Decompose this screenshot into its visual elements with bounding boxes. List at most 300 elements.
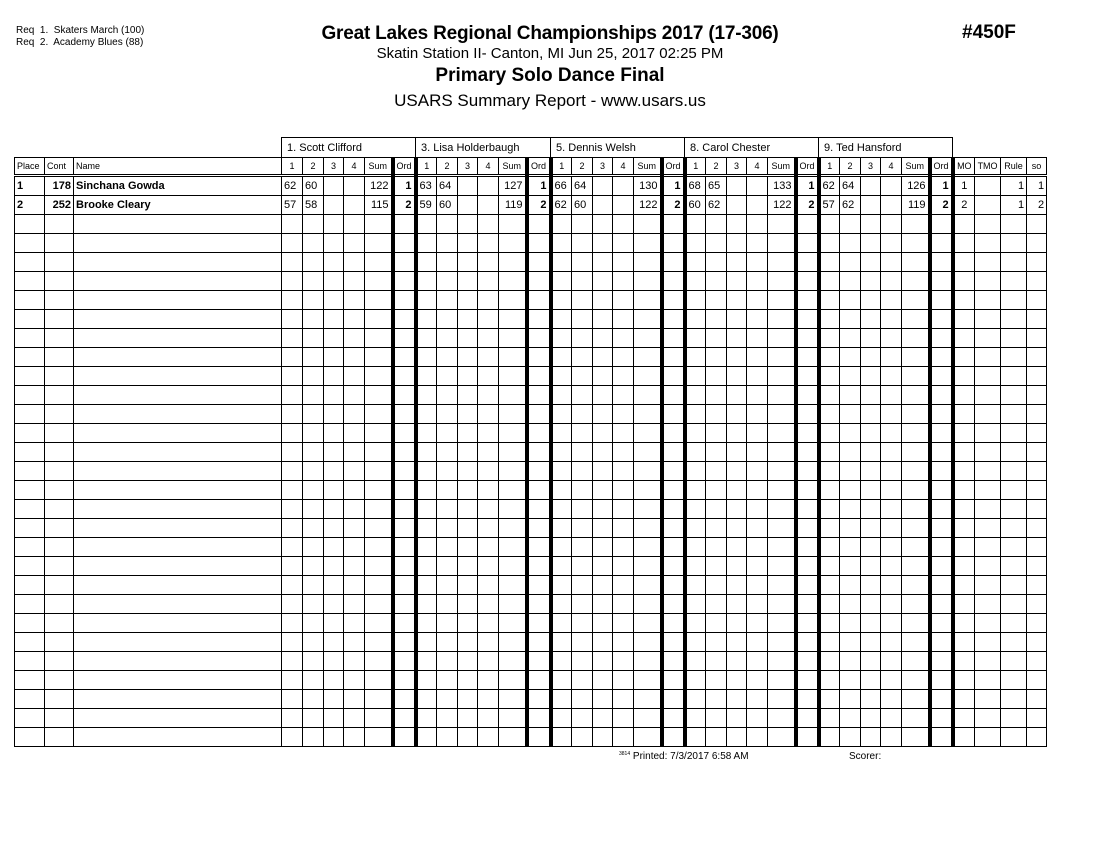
ord-cell — [662, 652, 685, 671]
cont-cell — [45, 671, 74, 690]
score-2-cell — [840, 234, 861, 253]
sum-cell — [768, 633, 796, 652]
score-1-cell — [416, 652, 437, 671]
sum-cell — [634, 728, 662, 747]
ord-cell — [930, 576, 953, 595]
score-4-cell — [478, 291, 499, 310]
ord-cell — [796, 367, 819, 386]
score-1-cell: 63 — [416, 176, 437, 196]
place-cell — [15, 310, 45, 329]
score-1-cell — [819, 652, 840, 671]
report-code: 3814 — [619, 751, 631, 757]
score-3-cell — [458, 386, 478, 405]
ord-cell — [796, 557, 819, 576]
score-2-cell — [706, 462, 727, 481]
mo-cell — [953, 690, 975, 709]
mo-cell — [953, 462, 975, 481]
score-2-cell — [572, 614, 593, 633]
ord-cell — [393, 329, 416, 348]
score-1-cell — [551, 310, 572, 329]
rule-cell — [1001, 671, 1027, 690]
score-4-cell — [478, 519, 499, 538]
score-1-cell — [416, 272, 437, 291]
score-2-cell — [706, 234, 727, 253]
score-1-cell — [685, 405, 706, 424]
sum-cell — [365, 614, 393, 633]
score-3-cell — [324, 386, 344, 405]
score-2-cell — [437, 386, 458, 405]
mo-cell: 1 — [953, 176, 975, 196]
name-cell — [74, 291, 282, 310]
score-4-cell — [881, 196, 902, 215]
score-4-cell — [478, 481, 499, 500]
sum-cell — [768, 690, 796, 709]
ord-cell — [662, 671, 685, 690]
rule-cell — [1001, 348, 1027, 367]
score-2-cell — [572, 709, 593, 728]
sum-cell — [499, 633, 527, 652]
score-4-cell — [613, 215, 634, 234]
so-cell: 1 — [1027, 176, 1047, 196]
sum-cell — [902, 652, 930, 671]
score-2-cell — [706, 272, 727, 291]
score-4-cell — [344, 728, 365, 747]
col-score-3: 3 — [324, 158, 344, 176]
score-1-cell — [685, 519, 706, 538]
score-1-cell — [282, 329, 303, 348]
score-1-cell — [685, 614, 706, 633]
cont-cell — [45, 329, 74, 348]
score-1-cell — [551, 500, 572, 519]
score-4-cell — [881, 386, 902, 405]
score-1-cell — [416, 310, 437, 329]
score-2-cell — [706, 614, 727, 633]
score-2-cell — [572, 291, 593, 310]
score-1-cell — [685, 462, 706, 481]
place-cell — [15, 500, 45, 519]
score-2-cell — [572, 690, 593, 709]
score-4-cell — [344, 481, 365, 500]
place-cell — [15, 234, 45, 253]
ord-cell — [527, 215, 551, 234]
score-4-cell — [613, 329, 634, 348]
sum-cell — [365, 215, 393, 234]
score-3-cell — [861, 633, 881, 652]
sum-cell: 133 — [768, 176, 796, 196]
score-2-cell — [303, 215, 324, 234]
score-2-cell — [840, 633, 861, 652]
score-2-cell — [437, 690, 458, 709]
score-1-cell — [551, 652, 572, 671]
score-2-cell — [840, 215, 861, 234]
rule-cell — [1001, 500, 1027, 519]
score-3-cell — [727, 386, 747, 405]
so-cell — [1027, 614, 1047, 633]
score-4-cell — [613, 557, 634, 576]
score-4-cell — [747, 652, 768, 671]
score-3-cell — [458, 557, 478, 576]
table-row — [15, 196, 1047, 215]
score-4-cell — [747, 500, 768, 519]
score-1-cell — [819, 614, 840, 633]
so-cell — [1027, 519, 1047, 538]
sum-cell — [902, 690, 930, 709]
score-2-cell — [572, 310, 593, 329]
ord-cell — [796, 234, 819, 253]
mo-cell — [953, 728, 975, 747]
sum-cell — [365, 443, 393, 462]
report-subtitle: USARS Summary Report - www.usars.us — [394, 91, 706, 110]
col-name: Name — [74, 158, 282, 176]
score-1-cell — [819, 576, 840, 595]
score-4-cell — [613, 234, 634, 253]
score-2-cell — [303, 671, 324, 690]
score-3-cell — [861, 443, 881, 462]
col-cont: Cont — [45, 158, 74, 176]
sum-cell — [902, 253, 930, 272]
score-4-cell — [478, 405, 499, 424]
ord-cell — [796, 215, 819, 234]
request-2: Req 2. Academy Blues (88) — [16, 37, 144, 48]
score-3-cell — [458, 348, 478, 367]
ord-cell — [527, 576, 551, 595]
score-1-cell — [416, 538, 437, 557]
score-4-cell — [344, 367, 365, 386]
ord-cell — [796, 424, 819, 443]
score-4-cell — [344, 709, 365, 728]
name-cell — [74, 690, 282, 709]
cont-cell — [45, 481, 74, 500]
score-4-cell — [478, 348, 499, 367]
score-2-cell — [572, 405, 593, 424]
rule-cell: 1 — [1001, 176, 1027, 196]
score-1-cell — [282, 671, 303, 690]
place-cell — [15, 405, 45, 424]
ord-cell — [527, 405, 551, 424]
ord-cell — [393, 234, 416, 253]
rule-cell — [1001, 234, 1027, 253]
score-1-cell — [282, 633, 303, 652]
score-2-cell — [303, 462, 324, 481]
ord-cell — [393, 310, 416, 329]
score-4-cell — [613, 253, 634, 272]
score-2-cell — [572, 538, 593, 557]
ord-cell — [662, 443, 685, 462]
sum-cell — [365, 557, 393, 576]
score-3-cell — [861, 557, 881, 576]
score-3-cell — [324, 329, 344, 348]
sum-cell — [499, 500, 527, 519]
so-cell — [1027, 538, 1047, 557]
score-3-cell — [593, 424, 613, 443]
place-cell — [15, 215, 45, 234]
ord-cell — [527, 500, 551, 519]
score-3-cell — [458, 291, 478, 310]
col-sum: Sum — [365, 158, 393, 176]
score-2-cell: 60 — [437, 196, 458, 215]
ord-cell — [930, 519, 953, 538]
score-4-cell — [478, 386, 499, 405]
cont-cell — [45, 576, 74, 595]
name-cell — [74, 367, 282, 386]
sum-cell — [902, 424, 930, 443]
score-3-cell — [324, 367, 344, 386]
score-2-cell — [303, 424, 324, 443]
score-4-cell — [613, 595, 634, 614]
score-4-cell — [478, 424, 499, 443]
sum-cell — [499, 690, 527, 709]
score-1-cell — [551, 348, 572, 367]
score-3-cell — [861, 386, 881, 405]
ord-cell: 2 — [930, 196, 953, 215]
mo-cell — [953, 443, 975, 462]
judge-1-name: 1. Scott Clifford — [282, 138, 416, 158]
sum-cell: 122 — [365, 176, 393, 196]
ord-cell — [796, 386, 819, 405]
sum-cell — [499, 405, 527, 424]
score-3-cell — [593, 557, 613, 576]
score-2-cell — [437, 500, 458, 519]
sum-cell — [499, 386, 527, 405]
score-2-cell — [437, 519, 458, 538]
score-3-cell — [593, 367, 613, 386]
score-2-cell — [706, 500, 727, 519]
score-2-cell — [706, 671, 727, 690]
score-3-cell — [861, 576, 881, 595]
score-1-cell: 57 — [282, 196, 303, 215]
score-2-cell — [840, 709, 861, 728]
col-score-4: 4 — [613, 158, 634, 176]
mo-cell — [953, 272, 975, 291]
rule-cell — [1001, 481, 1027, 500]
score-4-cell — [613, 576, 634, 595]
ord-cell: 2 — [796, 196, 819, 215]
score-1-cell — [416, 481, 437, 500]
score-2-cell — [840, 557, 861, 576]
ord-cell — [393, 709, 416, 728]
name-cell — [74, 576, 282, 595]
score-3-cell — [458, 253, 478, 272]
rule-cell — [1001, 253, 1027, 272]
sum-cell — [365, 481, 393, 500]
col-score-1: 1 — [819, 158, 840, 176]
so-cell — [1027, 481, 1047, 500]
tmo-cell — [975, 557, 1001, 576]
score-1-cell — [819, 215, 840, 234]
score-4-cell — [881, 576, 902, 595]
mo-cell — [953, 595, 975, 614]
sum-cell — [499, 538, 527, 557]
sum-cell — [499, 329, 527, 348]
sum-cell — [365, 272, 393, 291]
mo-cell — [953, 215, 975, 234]
score-3-cell — [324, 291, 344, 310]
score-2-cell — [437, 443, 458, 462]
score-3-cell — [324, 481, 344, 500]
sum-cell: 127 — [499, 176, 527, 196]
score-3-cell — [861, 234, 881, 253]
score-4-cell — [478, 538, 499, 557]
place-cell — [15, 367, 45, 386]
score-1-cell — [282, 234, 303, 253]
score-2-cell: 62 — [706, 196, 727, 215]
name-cell — [74, 443, 282, 462]
tmo-cell — [975, 234, 1001, 253]
score-3-cell — [727, 234, 747, 253]
score-2-cell — [706, 443, 727, 462]
score-4-cell — [613, 709, 634, 728]
place-cell — [15, 690, 45, 709]
sum-cell — [634, 538, 662, 557]
sum-cell — [634, 329, 662, 348]
score-4-cell — [344, 633, 365, 652]
score-4-cell — [747, 215, 768, 234]
score-1-cell — [282, 424, 303, 443]
name-cell — [74, 405, 282, 424]
col-score-3: 3 — [727, 158, 747, 176]
table-row — [15, 424, 1047, 443]
score-1-cell — [819, 481, 840, 500]
so-cell — [1027, 462, 1047, 481]
score-4-cell — [881, 215, 902, 234]
score-1-cell: 62 — [282, 176, 303, 196]
score-2-cell — [303, 272, 324, 291]
score-4-cell — [478, 690, 499, 709]
score-4-cell — [613, 462, 634, 481]
cont-cell — [45, 310, 74, 329]
col-ord: Ord — [393, 158, 416, 176]
sum-cell: 130 — [634, 176, 662, 196]
score-4-cell — [747, 557, 768, 576]
score-3-cell — [727, 500, 747, 519]
cont-cell — [45, 215, 74, 234]
ord-cell — [662, 234, 685, 253]
ord-cell — [662, 462, 685, 481]
judge-3-name: 3. Lisa Holderbaugh — [416, 138, 551, 158]
mo-cell — [953, 481, 975, 500]
sum-cell — [634, 519, 662, 538]
score-4-cell — [747, 614, 768, 633]
score-3-cell — [593, 709, 613, 728]
so-cell — [1027, 728, 1047, 747]
table-row — [15, 386, 1047, 405]
score-2-cell — [706, 405, 727, 424]
score-3-cell — [861, 348, 881, 367]
score-1-cell: 66 — [551, 176, 572, 196]
score-3-cell — [458, 538, 478, 557]
score-3-cell — [727, 253, 747, 272]
rule-cell — [1001, 386, 1027, 405]
cont-cell: 178 — [45, 176, 74, 196]
score-3-cell — [458, 709, 478, 728]
mo-cell — [953, 367, 975, 386]
so-cell — [1027, 367, 1047, 386]
score-1-cell — [551, 272, 572, 291]
cont-cell — [45, 405, 74, 424]
score-4-cell — [613, 443, 634, 462]
score-3-cell — [593, 633, 613, 652]
sum-cell — [768, 234, 796, 253]
score-3-cell — [458, 215, 478, 234]
sum-cell — [634, 671, 662, 690]
score-1-cell — [551, 728, 572, 747]
score-3-cell — [593, 595, 613, 614]
score-1-cell — [416, 405, 437, 424]
name-cell — [74, 424, 282, 443]
score-3-cell — [861, 652, 881, 671]
score-1-cell — [685, 481, 706, 500]
score-2-cell — [303, 519, 324, 538]
sum-cell — [365, 367, 393, 386]
place-cell — [15, 576, 45, 595]
sum-cell — [634, 462, 662, 481]
table-row — [15, 519, 1047, 538]
score-2-cell — [437, 329, 458, 348]
score-4-cell — [613, 671, 634, 690]
sum-cell — [499, 481, 527, 500]
score-3-cell — [458, 576, 478, 595]
sum-cell — [768, 405, 796, 424]
score-1-cell — [282, 652, 303, 671]
cont-cell — [45, 462, 74, 481]
score-2-cell — [840, 291, 861, 310]
so-cell — [1027, 709, 1047, 728]
score-1-cell — [416, 424, 437, 443]
so-cell — [1027, 595, 1047, 614]
score-2-cell — [572, 329, 593, 348]
score-1-cell — [819, 633, 840, 652]
score-2-cell — [840, 329, 861, 348]
score-2-cell — [437, 405, 458, 424]
score-1-cell — [685, 671, 706, 690]
score-2-cell — [840, 424, 861, 443]
ord-cell — [393, 519, 416, 538]
score-1-cell — [685, 234, 706, 253]
score-3-cell — [727, 367, 747, 386]
scorer-label: Scorer: — [849, 751, 882, 762]
place-cell — [15, 253, 45, 272]
so-cell — [1027, 576, 1047, 595]
score-1-cell — [819, 329, 840, 348]
score-3-cell — [458, 519, 478, 538]
sum-cell — [768, 424, 796, 443]
score-4-cell — [613, 176, 634, 196]
col-score-4: 4 — [478, 158, 499, 176]
score-3-cell — [593, 728, 613, 747]
name-cell — [74, 671, 282, 690]
score-2-cell — [706, 424, 727, 443]
score-3-cell — [727, 481, 747, 500]
score-4-cell — [478, 443, 499, 462]
sum-cell — [499, 424, 527, 443]
score-4-cell — [613, 424, 634, 443]
col-score-4: 4 — [881, 158, 902, 176]
score-3-cell — [593, 386, 613, 405]
table-row — [15, 462, 1047, 481]
rule-cell — [1001, 462, 1027, 481]
table-row — [15, 348, 1047, 367]
sum-cell — [902, 272, 930, 291]
score-4-cell — [613, 196, 634, 215]
score-3-cell — [458, 310, 478, 329]
score-3-cell — [593, 443, 613, 462]
col-place: Place — [15, 158, 45, 176]
sum-cell — [365, 348, 393, 367]
ord-cell — [662, 728, 685, 747]
score-4-cell — [881, 557, 902, 576]
score-3-cell — [861, 367, 881, 386]
sum-cell — [902, 538, 930, 557]
